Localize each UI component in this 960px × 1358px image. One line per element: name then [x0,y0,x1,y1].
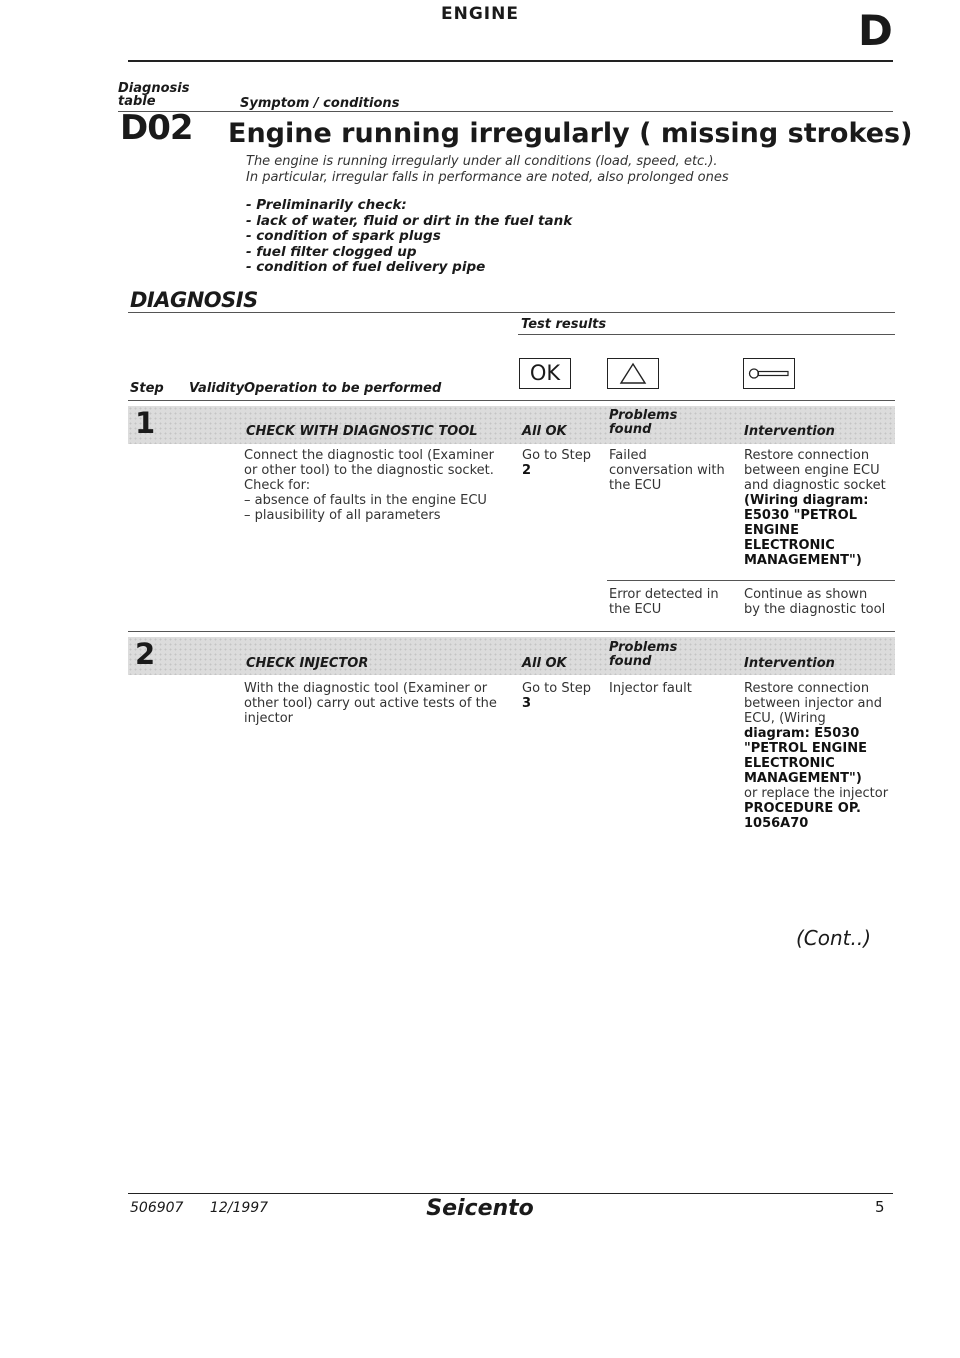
symptom-divider [118,111,893,112]
header-divider [128,60,893,62]
wrench-icon [743,358,795,389]
problems-found-label: Problems found [609,408,678,437]
test-results-divider [518,334,895,335]
intervention-text: Restore connection between engine ECU and diagnostic socket (Wiring diagram: E5030 "PETROL ENGINE ELECTRONIC MANAGEMENT") [744,448,886,568]
ok-action: Go to Step 3 [522,681,591,711]
problems-found-label: Problems found [609,640,678,669]
step-number: 2 [135,637,156,671]
check-item: - fuel filter clogged up [246,243,417,260]
page-number: 5 [875,1198,885,1216]
col-operation: Operation to be performed [244,381,442,396]
section-letter: D [858,6,893,55]
symptom-label: Symptom / conditions [240,96,400,111]
fault-description: The engine is running irregularly under all conditions (load, speed, etc.). In particular, irregular falls in performance are noted, also prolonged ones [246,154,729,185]
intervention-text: Restore connection between injector and ECU, (Wiring diagram: E5030 "PETROL ENGINE ELECTRONIC MANAGEMENT") or replace the injector PROCEDURE OP. 1056A70 [744,681,889,831]
fault-code: D02 [120,108,193,148]
check-item: - condition of spark plugs [246,228,441,244]
col-validity: Validity [189,381,245,396]
intervention-text: Continue as shown by the diagnostic tool [744,587,886,617]
section-title: ENGINE [441,4,519,24]
problem-divider [607,580,895,581]
problem-text: Injector fault [609,681,692,696]
check-item: - condition of fuel delivery pipe [246,259,486,275]
document-code: 506907 [130,1200,184,1216]
col-step: Step [130,381,164,396]
diagnosis-heading: DIAGNOSIS [130,288,258,312]
ok-box-icon: OK [519,358,571,389]
fault-title: Engine running irregularly ( missing strokes) [228,118,913,149]
step-operation: With the diagnostic tool (Examiner or other tool) carry out active tests of the injector [244,681,497,726]
test-results-label: Test results [521,317,607,332]
intervention-label: Intervention [744,424,835,439]
step-divider [128,631,895,632]
check-item: - lack of water, fluid or dirt in the fuel tank [246,212,573,229]
diagnosis-table-label: Diagnosis table [118,81,190,109]
step-title: CHECK INJECTOR [246,656,369,671]
diagnosis-divider [128,312,895,313]
problem-text: Error detected in the ECU [609,587,719,617]
problem-text: Failed conversation with the ECU [609,448,725,493]
preliminary-checks [246,198,572,276]
intervention-label: Intervention [744,656,835,671]
table-header-divider [128,400,895,401]
ok-action: Go to Step 2 [522,448,591,478]
step-number: 1 [135,406,156,440]
brand-logo: Seicento [426,1196,534,1221]
check-item: - Preliminarily check: [246,197,407,213]
document-date: 12/1997 [209,1200,269,1216]
step-operation: Connect the diagnostic tool (Examiner or other tool) to the diagnostic socket. Check for: – absence of faults in the engine ECU – plausibility of all parameters [244,448,494,523]
warning-triangle-icon [607,358,659,389]
continued-label: (Cont..) [796,926,872,950]
step-title: CHECK WITH DIAGNOSTIC TOOL [246,424,478,439]
footer-divider [128,1193,893,1194]
all-ok-label: All OK [522,424,567,439]
all-ok-label: All OK [522,656,567,671]
